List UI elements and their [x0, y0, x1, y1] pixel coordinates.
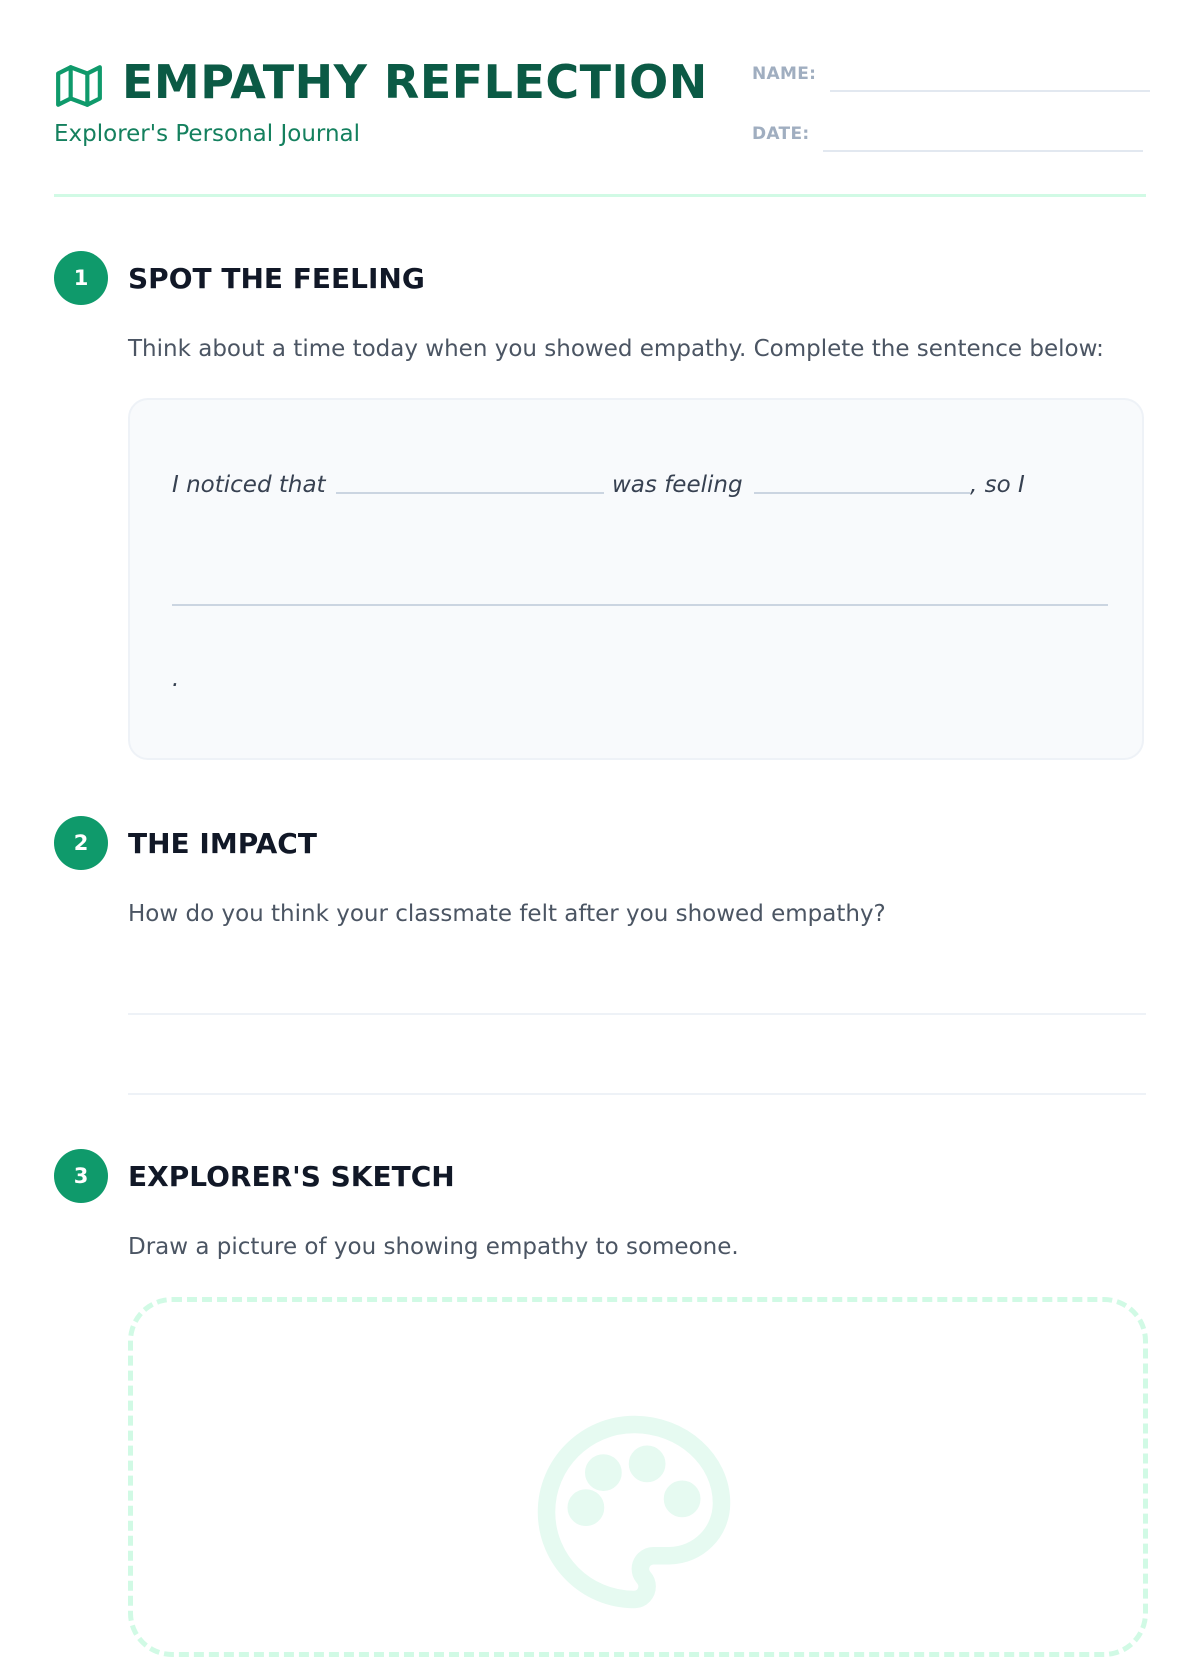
- name-field[interactable]: [830, 90, 1150, 92]
- feeling-blank[interactable]: [754, 492, 970, 494]
- section-1-number: 1: [54, 251, 108, 305]
- sentence-part-3: , so I: [970, 472, 1025, 498]
- map-icon: [54, 61, 104, 111]
- page-subtitle: Explorer's Personal Journal: [54, 121, 361, 147]
- section-3-prompt: Draw a picture of you showing empathy to someone.: [128, 1234, 739, 1260]
- page-header: [54, 55, 1146, 155]
- section-3-title: EXPLORER'S SKETCH: [128, 1160, 455, 1193]
- name-label: NAME:: [752, 64, 817, 84]
- sentence-part-2: was feeling: [612, 472, 743, 498]
- impact-answer-line-1[interactable]: [128, 1013, 1146, 1015]
- sentence-end: .: [172, 666, 180, 692]
- section-1-prompt: Think about a time today when you showed empathy. Complete the sentence below:: [128, 336, 1104, 362]
- page-title: EMPATHY REFLECTION: [122, 55, 708, 109]
- sketch-area[interactable]: [128, 1297, 1148, 1657]
- section-1-title: SPOT THE FEELING: [128, 262, 425, 295]
- action-blank[interactable]: [172, 604, 1108, 606]
- section-2-title: THE IMPACT: [128, 827, 317, 860]
- palette-icon: [529, 1407, 739, 1617]
- section-2-number: 2: [54, 816, 108, 870]
- sentence-part-1: I noticed that: [172, 472, 326, 498]
- impact-answer-line-2[interactable]: [128, 1093, 1146, 1095]
- person-blank[interactable]: [336, 492, 604, 494]
- section-2-prompt: How do you think your classmate felt after you showed empathy?: [128, 901, 886, 927]
- sentence-completion-box: [128, 398, 1144, 760]
- date-field[interactable]: [823, 150, 1143, 152]
- section-3-number: 3: [54, 1149, 108, 1203]
- date-label: DATE:: [752, 124, 810, 144]
- header-divider: [54, 194, 1146, 197]
